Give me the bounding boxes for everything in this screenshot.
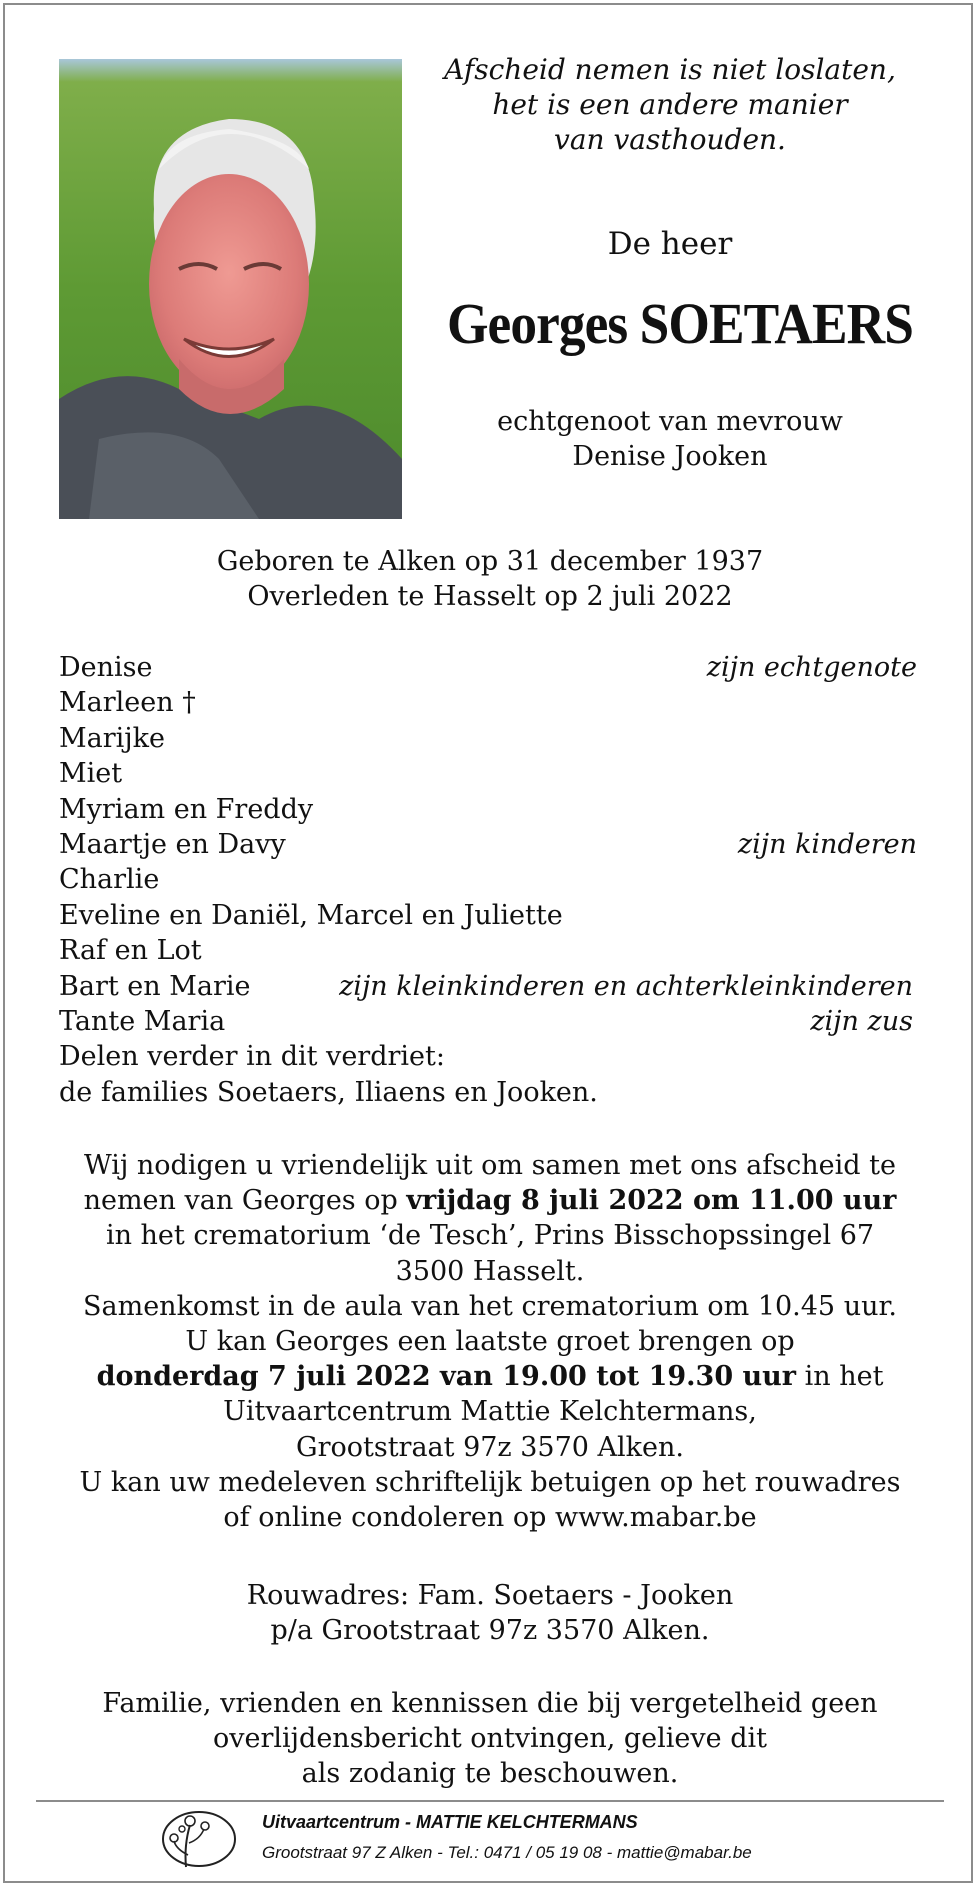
family-row [59,792,917,827]
footer-divider [36,1800,944,1802]
portrait-illustration [59,59,402,519]
family-names: Bart en Marie [59,970,251,1002]
invite-line: Wij nodigen u vriendelijk uit om samen met ons afscheid te [84,1150,896,1181]
family-row [59,721,917,756]
family-row [59,1039,917,1074]
invite-line: Grootstraat 97z 3570 Alken. [296,1431,684,1463]
family-names: Delen verder in dit verdriet: [59,1041,445,1073]
family-names: Raf en Lot [59,935,202,967]
family-row [59,1075,917,1110]
honorific-title: De heer [607,226,733,262]
invite-line: Samenkomst in de aula van het crematorium om 10.45 uur. [83,1290,897,1322]
family-names: Charlie [59,864,160,896]
funeral-home-name: Uitvaartcentrum - MATTIE KELCHTERMANS [262,1812,638,1832]
invite-line: U kan Georges een laatste groet brengen op [185,1326,795,1358]
invite-line: Uitvaartcentrum Mattie Kelchtermans, [223,1396,757,1428]
life-dates [0,544,980,614]
family-row [59,827,917,862]
family-row [59,650,917,685]
family-row [59,969,917,1004]
spouse-line: Denise Jooken [572,441,768,472]
family-names: Marijke [59,722,165,754]
family-role: zijn kleinkinderen en achterkleinkinderen [339,970,913,1002]
spouse-info [430,404,910,474]
funeral-datetime: vrijdag 8 juli 2022 om 11.00 uur [406,1185,897,1217]
birth-line: Geboren te Alken op 31 december 1937 [216,546,764,577]
funeral-home-logo [156,1805,238,1871]
quote-line: het is een andere manier [492,88,848,121]
family-role: zijn echtgenote [706,652,917,683]
family-names: Marleen † [59,687,196,719]
mourning-address [0,1578,980,1648]
family-row [59,685,917,720]
notice-line: als zodanig te beschouwen. [301,1758,679,1789]
funeral-invitation [40,1148,940,1535]
notice-line: overlijdensbericht ontvingen, gelieve dit [213,1723,767,1754]
memorial-quote [430,52,910,157]
family-role: zijn zus [810,1005,913,1037]
address-line: Rouwadres: Fam. Soetaers - Jooken [246,1580,734,1611]
invite-text: in het [796,1361,884,1393]
funeral-home-contact: Grootstraat 97 Z Alken - Tel.: 0471 / 05 19 08 - mattie@mabar.be [262,1843,752,1862]
family-names: Maartje en Davy [59,828,286,860]
closing-notice [40,1686,940,1791]
family-names: Miet [59,758,123,790]
visitation-datetime: donderdag 7 juli 2022 van 19.00 tot 19.30 uur [96,1361,797,1393]
quote-line: Afscheid nemen is niet loslaten, [444,53,896,86]
invite-line: of online condoleren op www.mabar.be [223,1502,757,1534]
spouse-line: echtgenoot van mevrouw [497,406,843,437]
family-role: zijn kinderen [737,828,917,860]
notice-line: Familie, vrienden en kennissen die bij vergetelheid geen [102,1688,878,1719]
invite-line [40,1359,940,1394]
flower-logo-icon [156,1805,238,1871]
invite-line: in het crematorium ‘de Tesch’, Prins Bisschopssingel 67 [105,1220,875,1252]
portrait-photo [59,59,402,519]
family-row [59,933,917,968]
invite-text: nemen van Georges op [83,1185,407,1217]
invite-line: 3500 Hasselt. [395,1255,585,1287]
death-line: Overleden te Hasselt op 2 juli 2022 [247,581,733,612]
family-names: Denise [59,652,153,683]
family-list [59,650,917,1110]
family-row [59,862,917,897]
family-names: Tante Maria [59,1005,226,1037]
invite-line [40,1183,940,1218]
family-row [59,1004,917,1039]
family-row [59,756,917,791]
family-names: de families Soetaers, Iliaens en Jooken. [59,1076,598,1108]
family-names: Eveline en Daniël, Marcel en Juliette [59,899,563,931]
invite-line: U kan uw medeleven schriftelijk betuigen op het rouwadres [79,1466,901,1498]
family-names: Myriam en Freddy [59,793,314,825]
family-row [59,898,917,933]
address-line: p/a Grootstraat 97z 3570 Alken. [270,1615,710,1646]
quote-line: van vasthouden. [554,123,786,156]
deceased-name: Georges SOETAERS [446,291,914,356]
